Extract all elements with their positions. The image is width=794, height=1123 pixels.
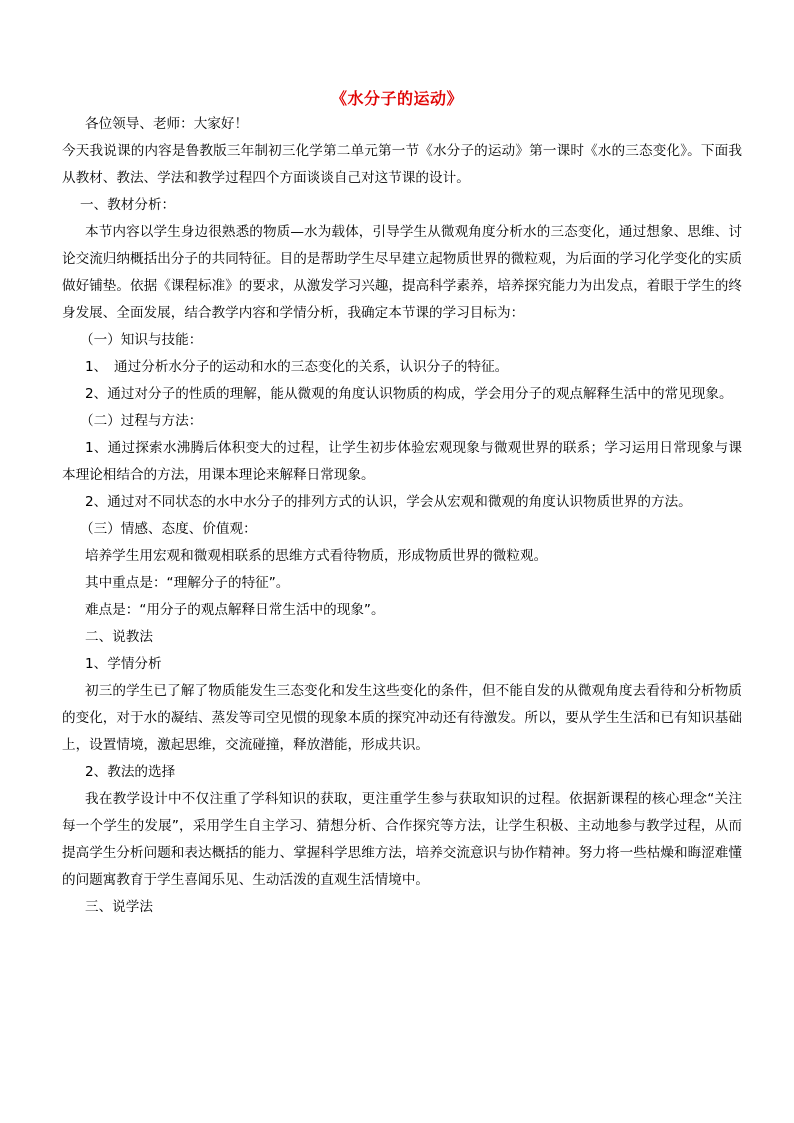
process-item-2: 2、通过对不同状态的水中水分子的排列方式的认识，学会从宏观和微观的角度认识物质世界的方法。 bbox=[85, 494, 692, 510]
section-heading-3: 三、说学法 bbox=[85, 899, 153, 915]
section-heading-1: 一、教材分析： bbox=[80, 197, 176, 213]
document-title: 《水分子的运动》 bbox=[330, 89, 463, 108]
document-body bbox=[62, 111, 742, 921]
process-item-1: 1、通过探索水沸腾后体积变大的过程，让学生初步体验宏观现象与微观世界的联系；学习运用日常现象与课本理论相结合的方法，用课本理论来解释日常现象。 bbox=[62, 440, 742, 483]
greeting: 各位领导、老师：大家好！ bbox=[85, 116, 249, 132]
textbook-analysis-paragraph: 本节内容以学生身边很熟悉的物质—水为载体，引导学生从微观角度分析水的三态变化，通过想象、思维、讨论交流归纳概括出分子的共同特征。目的是帮助学生尽早建立起物质世界的微粒观，为后面的学习化学变化的实质做好铺垫。依据《课程标准》的要求，从激发学习兴趣，提高科学素养，培养探究能力为出发点，着眼于学生的终身发展、全面发展，结合教学内容和学情分析，我确定本节课的学习目标为： bbox=[62, 224, 742, 321]
intro-paragraph: 今天我说课的内容是鲁教版三年制初三化学第二单元第一节《水分子的运动》第一课时《水的三态变化》。下面我从教材、教法、学法和教学过程四个方面谈谈自己对这节课的设计。 bbox=[62, 143, 742, 186]
method-choice-paragraph: 我在教学设计中不仅注重了学科知识的获取，更注重学生参与获取知识的过程。依据新课程的核心理念“关注每一个学生的发展”，采用学生自主学习、猜想分析、合作探究等方法，让学生积极、主动地参与教学过程，从而提高学生分析问题和表达概括的能力、掌握科学思维方法，培养交流意识与协作精神。努力将一些枯燥和晦涩难懂的问题寓教育于学生喜闻乐见、生动活泼的直观生活情境中。 bbox=[62, 791, 742, 888]
knowledge-item-2: 2、通过对分子的性质的理解，能从微观的角度认识物质的构成，学会用分子的观点解释生活中的常见现象。 bbox=[85, 386, 733, 402]
difficult-point: 难点是：“用分子的观点解释日常生活中的现象”。 bbox=[85, 602, 385, 618]
section-heading-2: 二、说教法 bbox=[85, 629, 153, 645]
knowledge-item-1: 1、 通过分析水分子的运动和水的三态变化的关系，认识分子的特征。 bbox=[85, 359, 509, 375]
subheading-emotion-values: （三）情感、态度、价值观： bbox=[80, 521, 257, 537]
learner-analysis-paragraph: 初三的学生已了解了物质能发生三态变化和发生这些变化的条件，但不能自发的从微观角度去看待和分析物质的变化，对于水的凝结、蒸发等司空见惯的现象本质的探究冲动还有待激发。所以，要从学生生活和已有知识基础上，设置情境，激起思维，交流碰撞，释放潜能，形成共识。 bbox=[62, 683, 742, 753]
key-point: 其中重点是：“理解分子的特征”。 bbox=[85, 575, 290, 591]
learner-analysis-heading: 1、学情分析 bbox=[85, 656, 162, 672]
subheading-process-method: （二）过程与方法： bbox=[80, 413, 203, 429]
emotion-item: 培养学生用宏观和微观相联系的思维方式看待物质，形成物质世界的微粒观。 bbox=[85, 548, 548, 564]
method-choice-heading: 2、教法的选择 bbox=[85, 764, 176, 780]
subheading-knowledge-skills: （一）知识与技能： bbox=[80, 332, 203, 348]
